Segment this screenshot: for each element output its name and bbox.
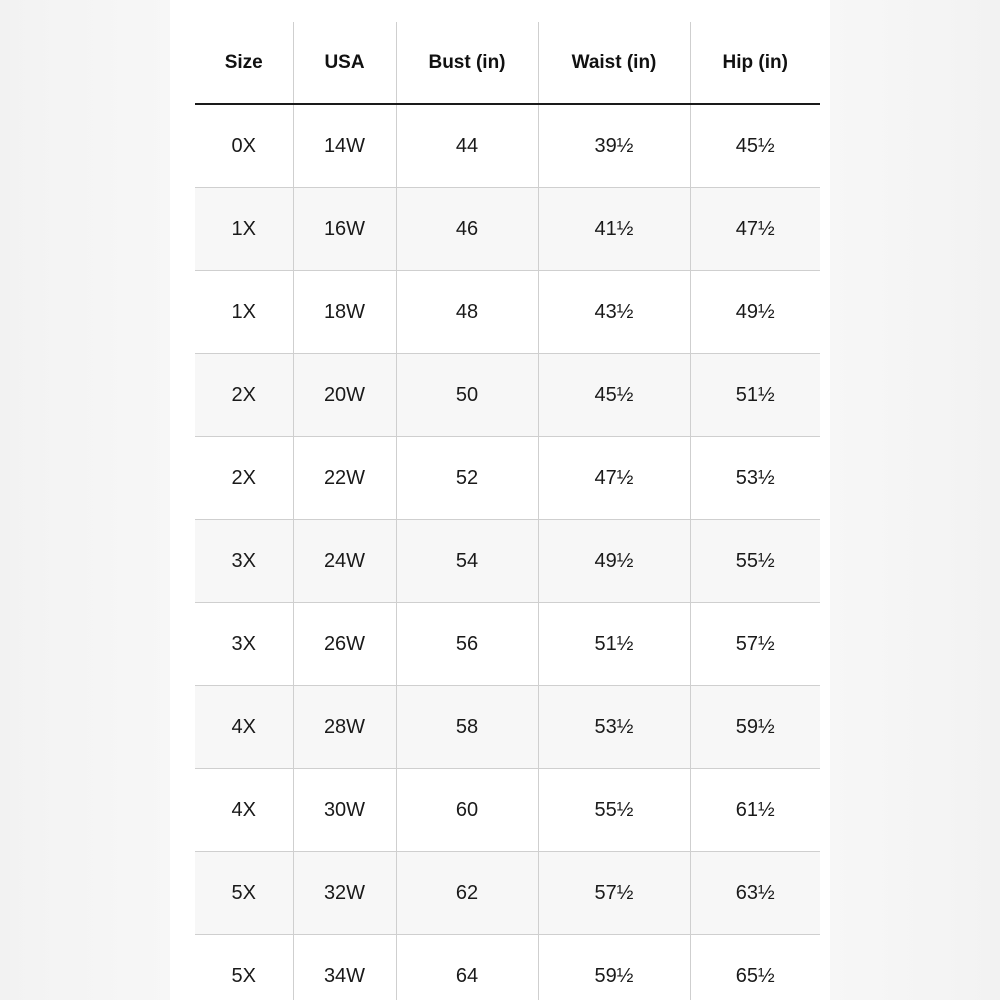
table-row bbox=[195, 603, 820, 686]
cell-size: 1X bbox=[195, 271, 293, 354]
cell-waist: 39½ bbox=[538, 104, 690, 188]
cell-bust: 46 bbox=[396, 188, 538, 271]
cell-waist: 43½ bbox=[538, 271, 690, 354]
table-row bbox=[195, 686, 820, 769]
table-row bbox=[195, 354, 820, 437]
cell-bust: 50 bbox=[396, 354, 538, 437]
cell-hip: 51½ bbox=[690, 354, 820, 437]
cell-size: 0X bbox=[195, 104, 293, 188]
cell-bust: 44 bbox=[396, 104, 538, 188]
cell-usa: 20W bbox=[293, 354, 396, 437]
cell-hip: 47½ bbox=[690, 188, 820, 271]
cell-bust: 62 bbox=[396, 852, 538, 935]
cell-usa: 14W bbox=[293, 104, 396, 188]
cell-hip: 49½ bbox=[690, 271, 820, 354]
cell-usa: 32W bbox=[293, 852, 396, 935]
column-header-bust: Bust (in) bbox=[396, 22, 538, 104]
cell-size: 4X bbox=[195, 769, 293, 852]
cell-bust: 60 bbox=[396, 769, 538, 852]
cell-usa: 24W bbox=[293, 520, 396, 603]
cell-hip: 65½ bbox=[690, 935, 820, 1000]
cell-waist: 57½ bbox=[538, 852, 690, 935]
cell-size: 5X bbox=[195, 852, 293, 935]
cell-bust: 54 bbox=[396, 520, 538, 603]
size-chart-table bbox=[195, 22, 820, 1000]
cell-usa: 22W bbox=[293, 437, 396, 520]
cell-bust: 64 bbox=[396, 935, 538, 1000]
cell-usa: 34W bbox=[293, 935, 396, 1000]
cell-size: 2X bbox=[195, 354, 293, 437]
cell-hip: 53½ bbox=[690, 437, 820, 520]
cell-hip: 59½ bbox=[690, 686, 820, 769]
cell-size: 1X bbox=[195, 188, 293, 271]
cell-waist: 51½ bbox=[538, 603, 690, 686]
cell-hip: 45½ bbox=[690, 104, 820, 188]
right-background-panel bbox=[830, 0, 1000, 1000]
table-row bbox=[195, 437, 820, 520]
cell-hip: 63½ bbox=[690, 852, 820, 935]
table-row bbox=[195, 852, 820, 935]
cell-bust: 52 bbox=[396, 437, 538, 520]
cell-bust: 58 bbox=[396, 686, 538, 769]
cell-usa: 30W bbox=[293, 769, 396, 852]
cell-waist: 41½ bbox=[538, 188, 690, 271]
cell-bust: 48 bbox=[396, 271, 538, 354]
column-header-hip: Hip (in) bbox=[690, 22, 820, 104]
cell-waist: 55½ bbox=[538, 769, 690, 852]
cell-size: 4X bbox=[195, 686, 293, 769]
cell-hip: 55½ bbox=[690, 520, 820, 603]
column-header-usa: USA bbox=[293, 22, 396, 104]
cell-waist: 49½ bbox=[538, 520, 690, 603]
cell-usa: 16W bbox=[293, 188, 396, 271]
cell-waist: 53½ bbox=[538, 686, 690, 769]
column-header-size: Size bbox=[195, 22, 293, 104]
cell-size: 3X bbox=[195, 520, 293, 603]
column-header-waist: Waist (in) bbox=[538, 22, 690, 104]
cell-usa: 26W bbox=[293, 603, 396, 686]
cell-hip: 57½ bbox=[690, 603, 820, 686]
table-row bbox=[195, 271, 820, 354]
table-row bbox=[195, 188, 820, 271]
cell-size: 5X bbox=[195, 935, 293, 1000]
cell-usa: 28W bbox=[293, 686, 396, 769]
cell-usa: 18W bbox=[293, 271, 396, 354]
table-row bbox=[195, 520, 820, 603]
cell-size: 3X bbox=[195, 603, 293, 686]
cell-hip: 61½ bbox=[690, 769, 820, 852]
cell-size: 2X bbox=[195, 437, 293, 520]
table-row bbox=[195, 104, 820, 188]
table-row bbox=[195, 935, 820, 1000]
left-background-panel bbox=[0, 0, 170, 1000]
table-header-row bbox=[195, 22, 820, 104]
cell-waist: 59½ bbox=[538, 935, 690, 1000]
table-row bbox=[195, 769, 820, 852]
size-chart-sheet bbox=[170, 0, 830, 1000]
cell-waist: 47½ bbox=[538, 437, 690, 520]
cell-bust: 56 bbox=[396, 603, 538, 686]
cell-waist: 45½ bbox=[538, 354, 690, 437]
